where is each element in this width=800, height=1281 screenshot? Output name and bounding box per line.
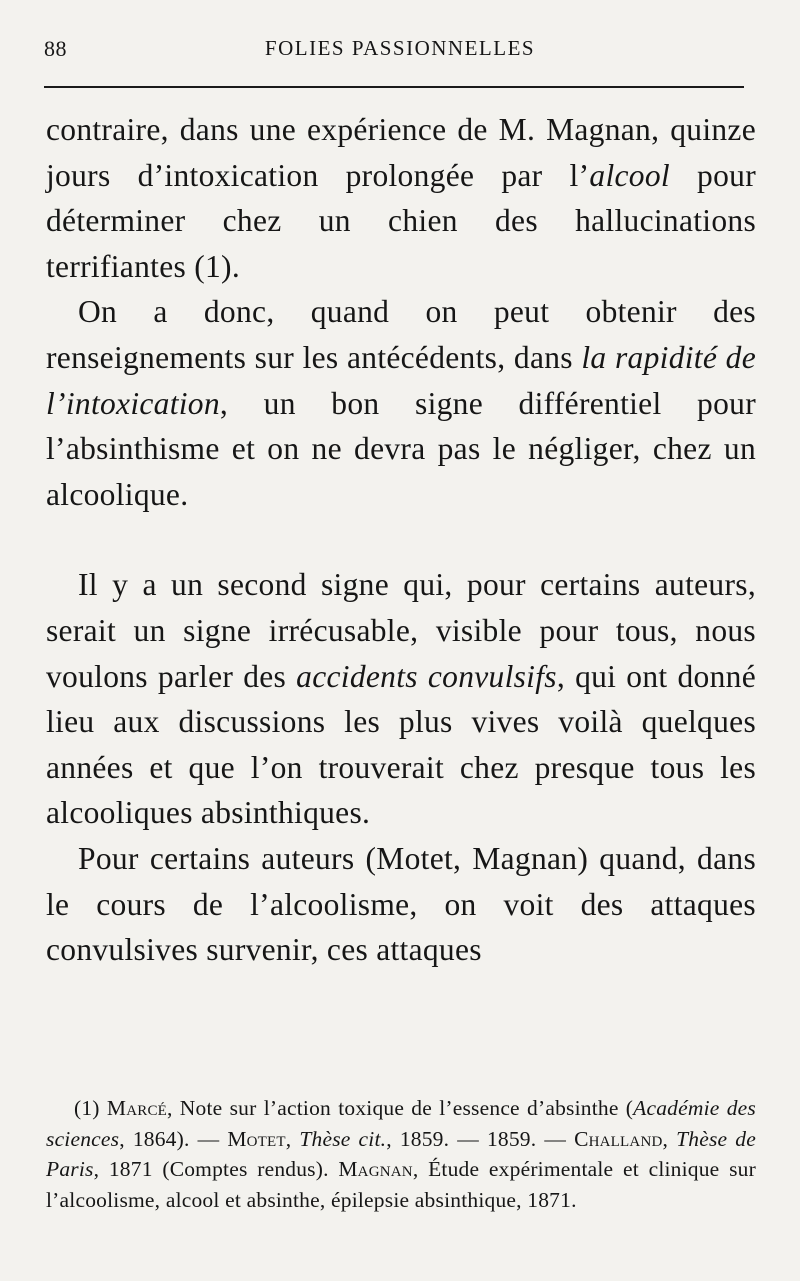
page-header bbox=[44, 36, 756, 70]
italic-accidents: accidents convulsifs bbox=[296, 658, 557, 694]
paragraph-1: contraire, dans une expérience de M. Magnan, quinze jours d’intoxication prolongée par l’alcool pour déterminer chez un chien des hallucinations terrifiantes (1). bbox=[46, 112, 756, 284]
footnote-1: (1) Marcé, Note sur l’action toxique de l’essence d’absinthe (Académie des sciences, 1864). — Motet, Thèse cit., 1859. — 1859. — Challand, Thèse de Paris, 1871 (Comptes rendus). Magnan, Étude expérimentale et clinique sur l’alcoolisme, alcool et absinthe, épilepsie absinthique, 1871. bbox=[46, 1096, 757, 1212]
footnote-author: Challand bbox=[574, 1126, 663, 1151]
footnote-author: Marcé bbox=[106, 1096, 168, 1120]
footnote-author: Motet bbox=[227, 1126, 286, 1151]
paragraph-2: On a donc, quand on peut obtenir des renseignements sur les antécédents, dans la rapidité de l’intoxication, un bon signe différentiel pour l’absinthisme et on ne devra pas le négliger, chez un alcoolique. bbox=[46, 294, 756, 512]
page-number: 88 bbox=[44, 36, 67, 61]
paragraph-3: Il y a un second signe qui, pour certains auteurs, serait un signe irrécusable, visible pour tous, nous voulons parler des accidents convulsifs, qui ont donné lieu aux discussions les plus vives voilà quelques années et que l’on trouverait chez presque tous les alcooliques absinthiques. bbox=[46, 567, 756, 831]
italic-rapidite: la rapidité de l’intoxication bbox=[46, 339, 756, 421]
paragraph-4: Pour certains auteurs (Motet, Magnan) quand, dans le cours de l’alcoolisme, on voit des attaques convulsives survenir, ces attaques bbox=[46, 840, 756, 968]
main-text bbox=[46, 107, 756, 973]
italic-alcool: alcool bbox=[589, 157, 670, 193]
footnote-author: Magnan bbox=[338, 1157, 413, 1181]
running-title: FOLIES PASSIONNELLES bbox=[264, 36, 536, 60]
header-rule bbox=[44, 86, 744, 88]
footnote bbox=[46, 1093, 756, 1215]
